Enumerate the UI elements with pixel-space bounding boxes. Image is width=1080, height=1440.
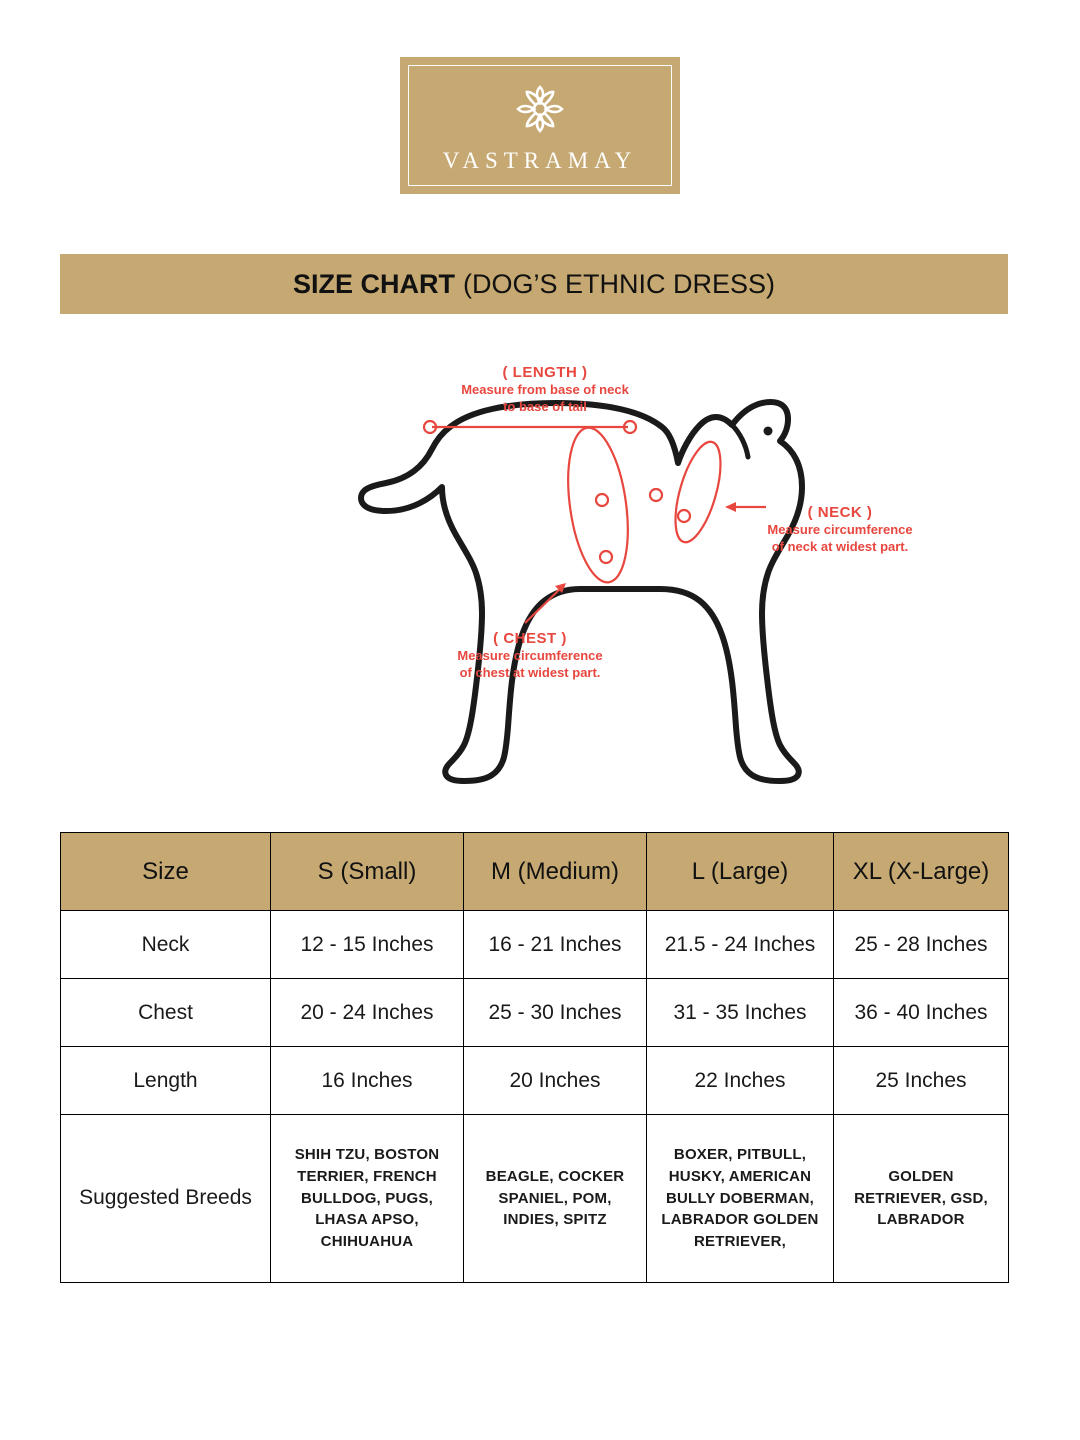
cell-length-m: 20 Inches (464, 1047, 647, 1115)
annotation-chest-line2: of chest at widest part. (459, 664, 601, 680)
annotation-neck-line1: Measure circumference (767, 522, 913, 538)
measurement-diagram (280, 355, 960, 795)
cell-breeds-xl: GOLDEN RETRIEVER, GSD, LABRADOR (834, 1115, 1009, 1283)
table-header-xl: XL (X-Large) (834, 833, 1009, 911)
table-header-m: M (Medium) (464, 833, 647, 911)
brand-name: VASTRAMAY (442, 147, 638, 173)
page-title-main: SIZE CHART (292, 268, 455, 299)
cell-neck-s: 12 - 15 Inches (271, 911, 464, 979)
cell-chest-m: 25 - 30 Inches (464, 979, 647, 1047)
brand-logo-box (400, 57, 680, 194)
cell-chest-xl: 36 - 40 Inches (834, 979, 1009, 1047)
cell-length-xl: 25 Inches (834, 1047, 1009, 1115)
annotation-neck (735, 503, 945, 555)
cell-chest-s: 20 - 24 Inches (271, 979, 464, 1047)
cell-neck-m: 16 - 21 Inches (464, 911, 647, 979)
table-row (61, 1047, 1009, 1115)
table-header-s: S (Small) (271, 833, 464, 911)
page-title-sub: (DOG’S ETHNIC DRESS) (462, 268, 776, 299)
floral-emblem-icon (509, 78, 571, 140)
table-row (61, 979, 1009, 1047)
size-table (60, 832, 1009, 1283)
annotation-chest (420, 629, 640, 681)
table-header-size: Size (61, 833, 271, 911)
dog-outline-icon (280, 355, 960, 795)
table-header-row (61, 833, 1009, 911)
page-title (60, 254, 1008, 314)
cell-breeds-s: SHIH TZU, BOSTON TERRIER, FRENCH BULLDOG, PUGS, LHASA APSO, CHIHUAHUA (271, 1115, 464, 1283)
annotation-length-line1: Measure from base of neck (461, 382, 629, 398)
annotation-length-heading: ( LENGTH ) (502, 364, 588, 381)
row-label-suggested-breeds: Suggested Breeds (61, 1115, 271, 1283)
table-row (61, 1115, 1009, 1283)
annotation-length (415, 363, 675, 415)
table-header-l: L (Large) (647, 833, 834, 911)
annotation-neck-line2: of neck at widest part. (771, 538, 909, 554)
table-row (61, 911, 1009, 979)
row-label-neck: Neck (61, 911, 271, 979)
cell-chest-l: 31 - 35 Inches (647, 979, 834, 1047)
row-label-chest: Chest (61, 979, 271, 1047)
annotation-chest-heading: ( CHEST ) (493, 630, 567, 647)
annotation-length-line2: to base of tail (503, 398, 587, 414)
cell-breeds-m: BEAGLE, COCKER SPANIEL, POM, INDIES, SPITZ (464, 1115, 647, 1283)
row-label-length: Length (61, 1047, 271, 1115)
cell-breeds-l: BOXER, PITBULL, HUSKY, AMERICAN BULLY DOBERMAN, LABRADOR GOLDEN RETRIEVER, (647, 1115, 834, 1283)
annotation-chest-line1: Measure circumference (457, 648, 603, 664)
cell-neck-xl: 25 - 28 Inches (834, 911, 1009, 979)
cell-neck-l: 21.5 - 24 Inches (647, 911, 834, 979)
cell-length-l: 22 Inches (647, 1047, 834, 1115)
annotation-neck-heading: ( NECK ) (807, 504, 873, 521)
cell-length-s: 16 Inches (271, 1047, 464, 1115)
